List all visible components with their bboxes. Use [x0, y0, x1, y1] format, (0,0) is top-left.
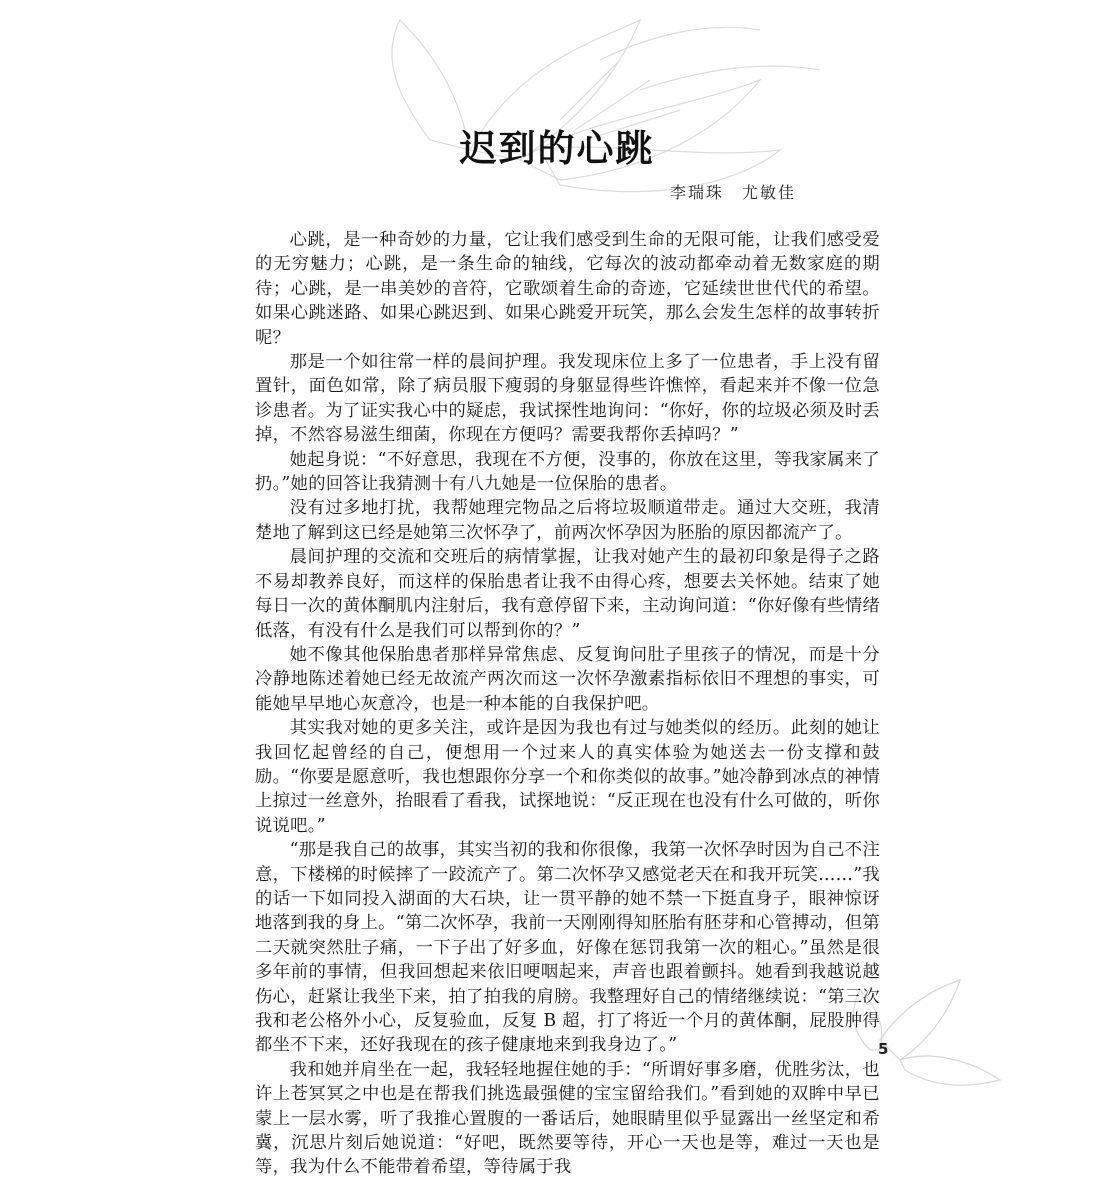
article-title: 迟到的心跳 — [459, 126, 655, 170]
paragraph: 她不像其他保胎患者那样异常焦虑、反复询问肚子里孩子的情况，而是十分冷静地陈述着她已经无故流产两次而这一次怀孕激素指标依旧不理想的事实，可能她早早地心灰意冷，也是一种本能的自我保护吧。 — [255, 644, 880, 714]
article-authors: 李瑞珠 尤敏佳 — [669, 183, 796, 202]
paragraph: 我和她并肩坐在一起，我轻轻地握住她的手：“所谓好事多磨，优胜劣汰，也许上苍冥冥之中也是在帮我们挑选最强健的宝宝留给我们。”看到她的双眸中早已蒙上一层水雾，听了我推心置腹的一番话后，她眼睛里似乎显露出一丝坚定和希冀，沉思片刻后她说道：“好吧，既然要等待，开心一天也是等，难过一天也是等，我为什么不能带着希望，等待属于我 — [255, 1059, 880, 1178]
paragraph: 晨间护理的交流和交班后的病情掌握，让我对她产生的最初印象是得子之路不易却教养良好，而这样的保胎患者让我不由得心疼，想要去关怀她。结束了她每日一次的黄体酮肌内注射后，我有意停留下来，主动询问道：“你好像有些情绪低落，有没有什么是我们可以帮到你的？” — [255, 547, 880, 641]
paragraph: 心跳，是一种奇妙的力量，它让我们感受到生命的无限可能，让我们感受爱的无穷魅力；心跳，是一条生命的轴线，它每次的波动都牵动着无数家庭的期待；心跳，是一串美妙的音符，它歌颂着生命的奇迹，它延续世世代代的希望。如果心跳迷路、如果心跳迟到、如果心跳爱开玩笑，那么会发生怎样的故事转折呢？ — [255, 230, 880, 348]
page-number: 5 — [878, 1040, 889, 1058]
paragraph: “那是我自己的故事，其实当初的我和你很像，我第一次怀孕时因为自己不注意，下楼梯的时候摔了一跤流产了。第二次怀孕又感觉老天在和我开玩笑……”我的话一下如同投入湖面的大石块，让一贯平静的她不禁一下挺直身子，眼神惊讶地落到我的身上。“第二次怀孕，我前一天刚刚得知胚胎有胚芽和心管搏动，但第二天就突然肚子痛，一下子出了好多血，好像在惩罚我第一次的粗心。”虽然是很多年前的事情，但我回想起来依旧哽咽起来，声音也跟着颤抖。她看到我越说越伤心，赶紧让我坐下来，拍了拍我的肩膀。我整理好自己的情绪继续说：“第三次我和老公格外小心，反复验血，反复 B 超，打了将近一个月的黄体酮，屁股肿得都坐不下来，还好我现在的孩子健康地来到我身边了。” — [255, 840, 880, 1056]
paragraph: 其实我对她的更多关注，或许是因为我也有过与她类似的经历。此刻的她让我回忆起曾经的自己，便想用一个过来人的真实体验为她送去一份支撑和鼓励。“你要是愿意听，我也想跟你分享一个和你类似的故事。”她冷静到冰点的神情上掠过一丝意外，抬眼看了看我，试探地说：“反正现在也没有什么可做的，听你说说吧。” — [255, 718, 880, 836]
paragraph: 那是一个如往常一样的晨间护理。我发现床位上多了一位患者，手上没有留置针，面色如常，除了病员服下瘦弱的身躯显得些许憔悴，看起来并不像一位急诊患者。为了证实我心中的疑虑，我试探性地询问：“你好，你的垃圾必须及时丢掉，不然容易滋生细菌，你现在方便吗？需要我帮你丢掉吗？” — [255, 352, 880, 446]
article-body — [255, 228, 880, 1180]
paragraph: 她起身说：“不好意思，我现在不方便，没事的，你放在这里，等我家属来了扔。”她的回答让我猜测十有八九她是一位保胎的患者。 — [255, 449, 880, 495]
paragraph: 没有过多地打扰，我帮她理完物品之后将垃圾顺道带走。通过大交班，我清楚地了解到这已经是她第三次怀孕了，前两次怀孕因为胚胎的原因都流产了。 — [255, 498, 880, 543]
